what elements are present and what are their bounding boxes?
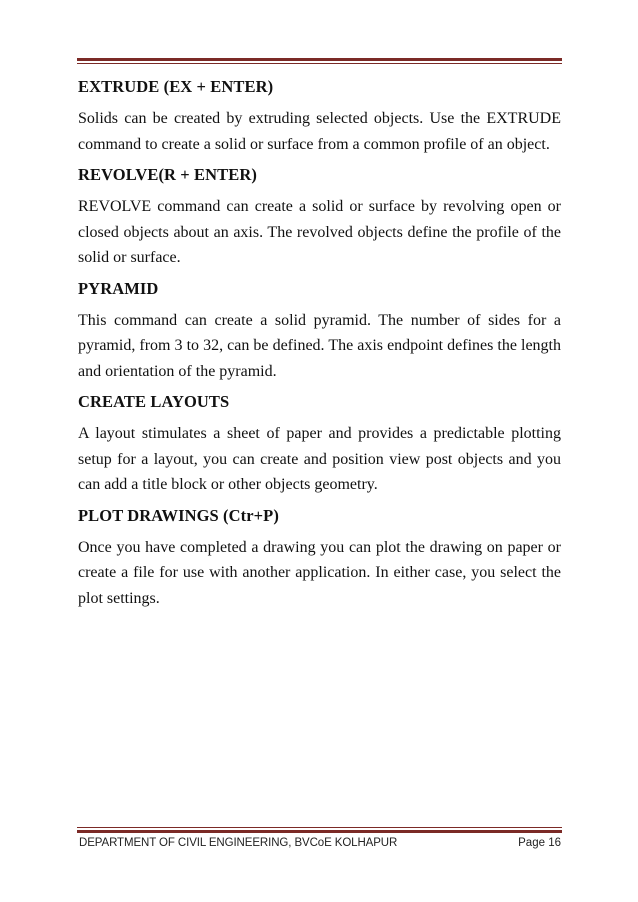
header-rule	[77, 58, 562, 65]
section-body: A layout stimulates a sheet of paper and provides a predictable plotting setup for a layout, you can create and position view post objects and you can add a title block or other objects geometry.	[78, 425, 561, 493]
footer-rule-thick	[77, 830, 562, 833]
footer-department: DEPARTMENT OF CIVIL ENGINEERING, BVCoE KOLHAPUR	[79, 837, 398, 849]
section-heading: REVOLVE(R + ENTER)	[78, 165, 257, 184]
section-heading: EXTRUDE (EX + ENTER)	[78, 77, 274, 96]
section-plot-drawings	[78, 505, 561, 612]
section-heading: PYRAMID	[78, 278, 159, 298]
footer-page-number: Page 16	[518, 837, 561, 849]
section-create-layouts	[78, 391, 561, 498]
section-heading: PLOT DRAWINGS (Ctr+P)	[78, 505, 279, 525]
header-rule-thick	[77, 58, 562, 61]
section-body: Solids can be created by extruding selected objects. Use the EXTRUDE command to create a solid or surface from a common profile of an object.	[78, 110, 561, 153]
footer-rule	[77, 827, 562, 833]
section-body: REVOLVE command can create a solid or surface by revolving open or closed objects about an axis. The revolved objects define the profile of the solid or surface.	[78, 198, 561, 266]
section-body: Once you have completed a drawing you can plot the drawing on paper or create a file for use with another application. In either case, you select the plot settings.	[78, 538, 561, 607]
header-rule-thin	[77, 63, 562, 64]
section-heading: CREATE LAYOUTS	[78, 392, 230, 411]
section-body: This command can create a solid pyramid. The number of sides for a pyramid, from 3 to 32, can be defined. The axis endpoint defines the length and orientation of the pyramid.	[78, 311, 561, 380]
footer-rule-thin	[77, 827, 562, 828]
section-extrude	[78, 76, 561, 157]
section-pyramid	[78, 278, 561, 385]
page-footer	[79, 837, 561, 853]
section-revolve	[78, 164, 561, 271]
page-content	[78, 76, 561, 618]
